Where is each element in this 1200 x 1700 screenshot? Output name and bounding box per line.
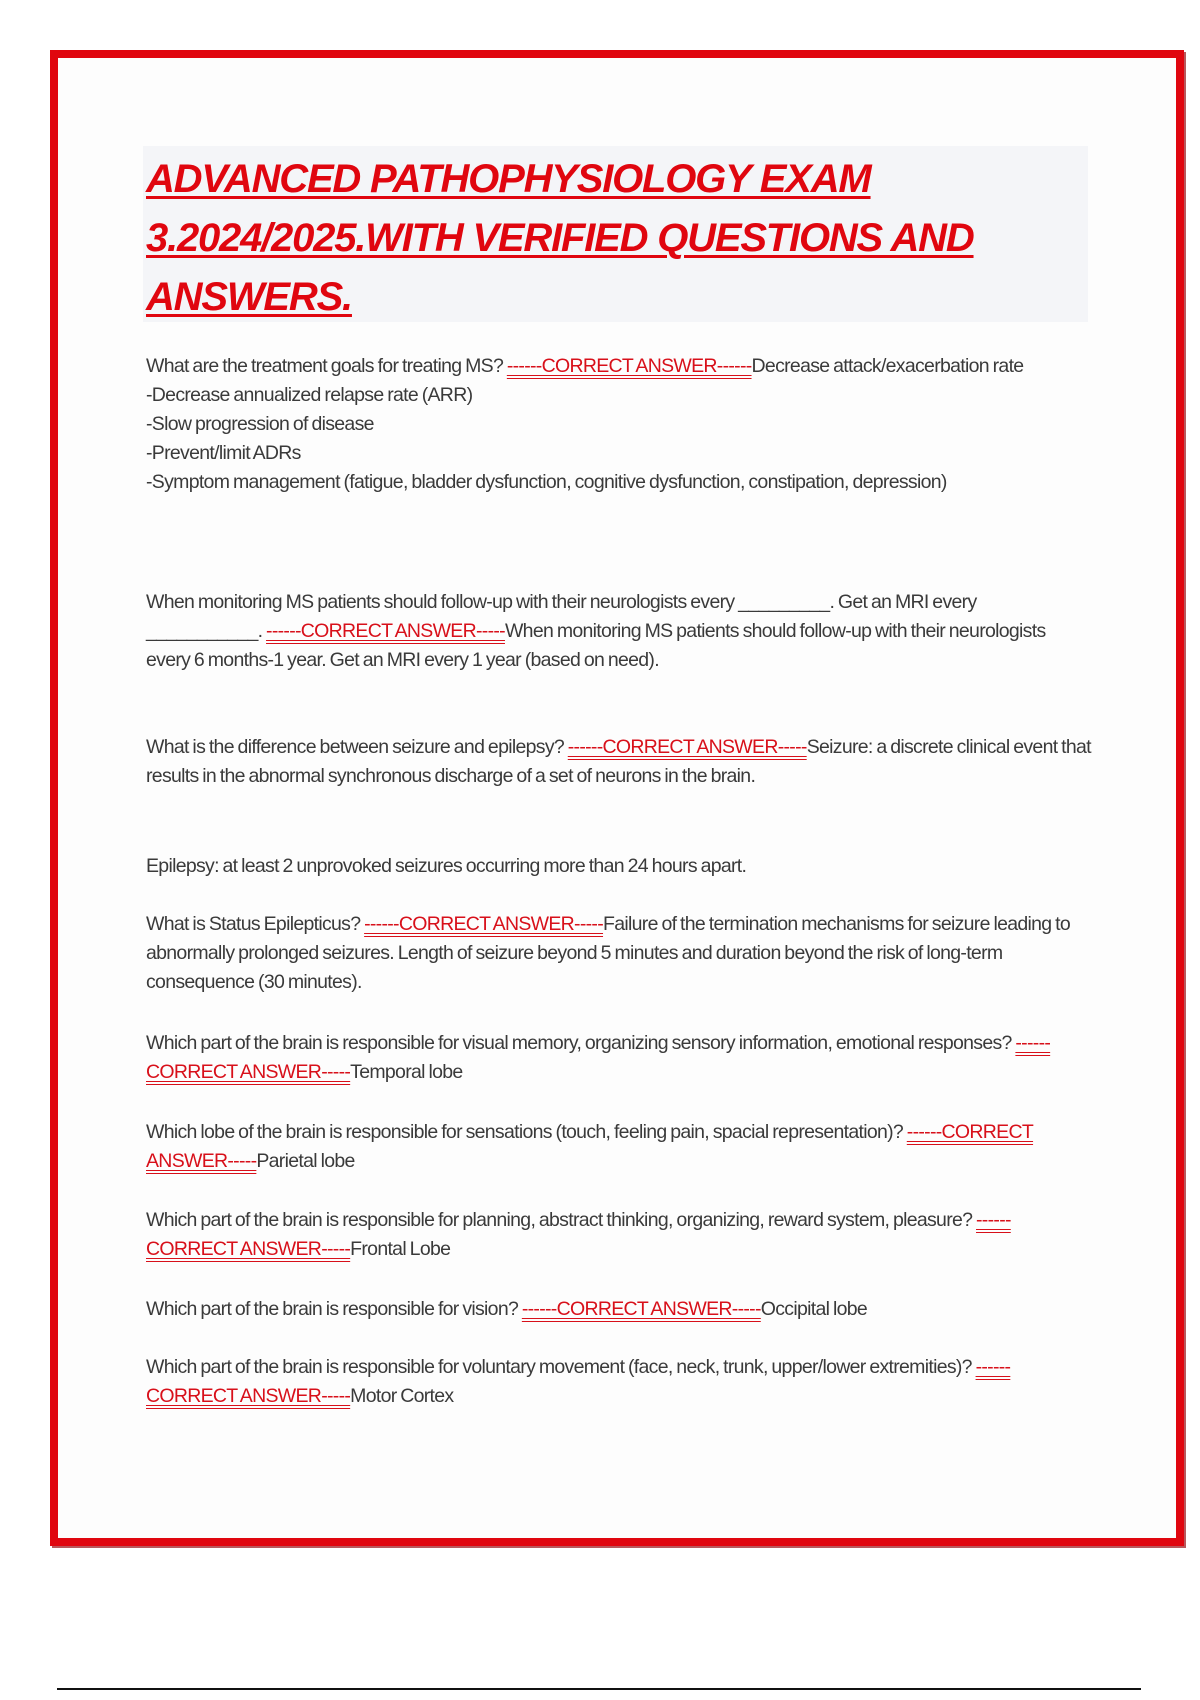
question-text: Which part of the brain is responsible for vision? [146,1298,522,1320]
correct-answer-marker: ------CORRECT ANSWER----- [567,736,807,758]
correct-answer-marker: ------CORRECT ANSWER----- [146,1121,1034,1172]
question-text: What is the difference between seizure and epilepsy? [146,736,568,758]
qa-item-seizure-vs-epilepsy [146,733,1091,791]
footer-divider [57,1688,1141,1690]
correct-answer-marker: ------CORRECT ANSWER----- [266,620,505,642]
qa-item-ms-treatment-goals [146,352,1091,497]
answer-text: Failure of the termination mechanisms for seizure leading to abnormally prolonged seizures. Length of seizure beyond 5 minutes and duration beyond the risk of long-term consequence (30 minutes). [146,913,1071,993]
question-text: Which lobe of the brain is responsible for sensations (touch, feeling pain, spacial representation)? [146,1121,907,1143]
question-text: Which part of the brain is responsible for voluntary movement (face, neck, trunk, upper/lower extremities)? [146,1356,976,1378]
question-text: What are the treatment goals for treating MS? [146,355,507,377]
answer-text: Seizure: a discrete clinical event that results in the abnormal synchronous discharge of a set of neurons in the brain. [146,736,1091,787]
answer-text: Parietal lobe [256,1150,355,1172]
qa-item-occipital-lobe [146,1295,1091,1324]
question-text: When monitoring MS patients should follow-up with their neurologists every _________. Get an MRI every ___________. [146,591,977,642]
qa-item-motor-cortex [146,1353,1091,1411]
answer-text: Frontal Lobe [350,1238,451,1260]
answer-text: Motor Cortex [350,1385,454,1407]
question-text: Which part of the brain is responsible for visual memory, organizing sensory information, emotional responses? [146,1032,1016,1054]
qa-item-temporal-lobe [146,1029,1091,1087]
correct-answer-marker: ------CORRECT ANSWER----- [521,1298,761,1320]
question-text: Which part of the brain is responsible for planning, abstract thinking, organizing, reward system, pleasure? [146,1209,977,1231]
correct-answer-marker: ------CORRECT ANSWER----- [364,913,604,935]
epilepsy-definition: Epilepsy: at least 2 unprovoked seizures occurring more than 24 hours apart. [146,855,747,877]
correct-answer-marker: ------CORRECT ANSWER------ [506,355,752,377]
correct-answer-marker: ------CORRECT ANSWER----- [146,1356,1011,1407]
answer-text: When monitoring MS patients should follow-up with their neurologists every 6 months-1 year. Get an MRI every 1 year (based on need). [146,620,1046,671]
correct-answer-marker: ------CORRECT ANSWER----- [146,1032,1051,1083]
answer-text: Occipital lobe [760,1298,868,1320]
qa-item-parietal-lobe [146,1118,1091,1176]
qa-item-status-epilepticus [146,910,1091,997]
answer-text: Temporal lobe [350,1061,463,1083]
correct-answer-marker: ------CORRECT ANSWER----- [146,1209,1011,1260]
answer-text: Decrease attack/exacerbation rate -Decrease annualized relapse rate (ARR) -Slow progression of disease -Prevent/limit ADRs -Symptom management (fatigue, bladder dysfunction, cognitive dysfunction, constipation, depression) [146,355,1024,493]
document-title: ADVANCED PATHOPHYSIOLOGY EXAM 3.2024/2025.WITH VERIFIED QUESTIONS AND ANSWERS. [146,157,974,319]
qa-item-frontal-lobe [146,1206,1091,1264]
question-text: What is Status Epilepticus? [146,913,365,935]
qa-item-ms-monitoring [146,588,1091,675]
